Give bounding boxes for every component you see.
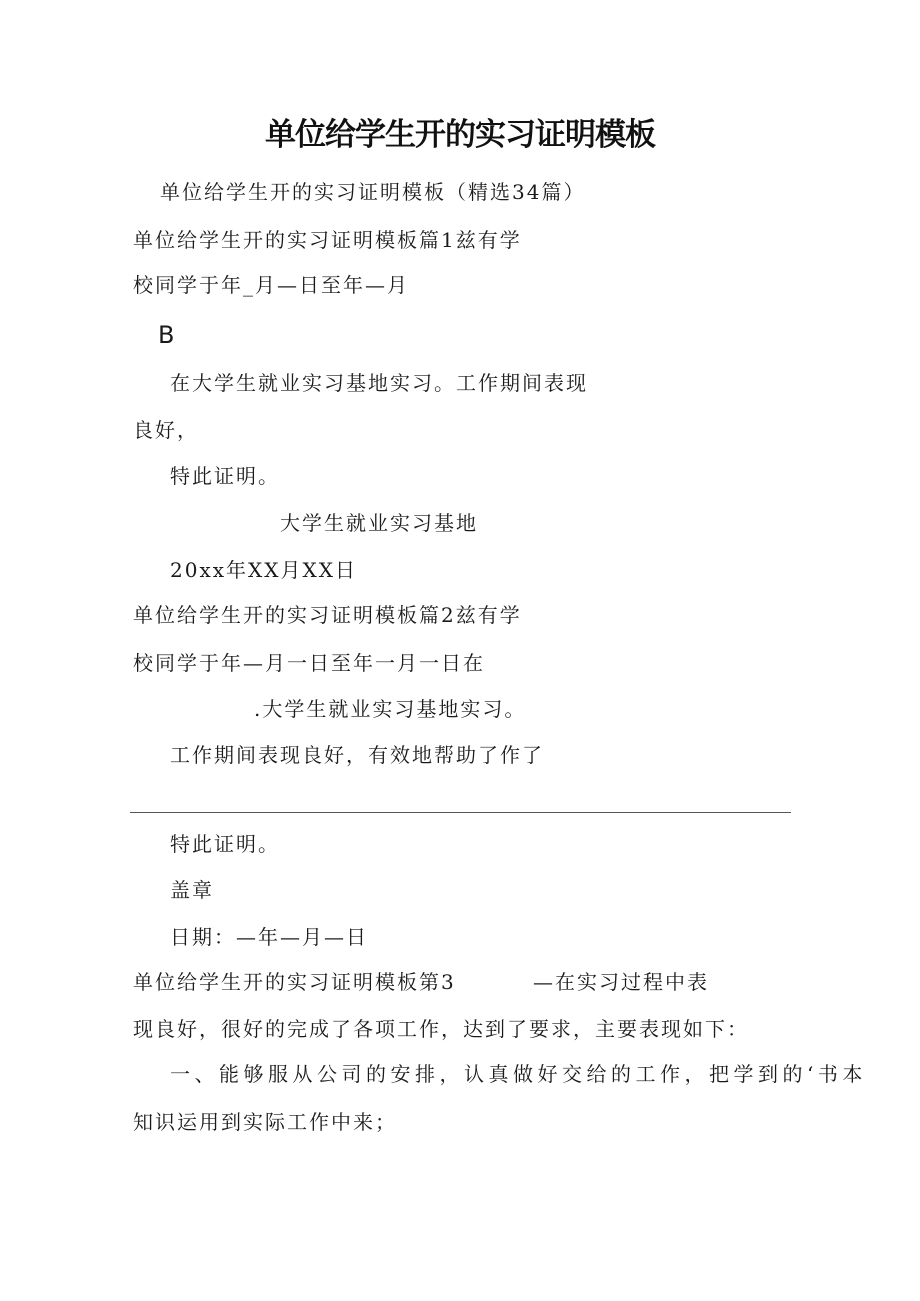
date-line: 日期：—年—月—日 (170, 925, 368, 949)
body-line: 知识运用到实际工作中来； (133, 1110, 397, 1134)
seal-label: 盖章 (170, 878, 214, 902)
document-title: 单位给学生开的实习证明模板 (265, 117, 655, 153)
body-line: 特此证明。 (170, 464, 280, 488)
body-line: 单位给学生开的实习证明模板篇2兹有学 (133, 603, 522, 627)
date-line: 20xx年XX月XX日 (170, 558, 357, 582)
body-line: 良好， (133, 418, 199, 442)
body-line: 校同学于年—月一日至年一月一日在 (133, 651, 485, 675)
body-line: 单位给学生开的实习证明模板第3 (133, 970, 456, 994)
body-line: 特此证明。 (170, 832, 280, 856)
signature-org: 大学生就业实习基地 (280, 511, 478, 535)
subtitle-line: 单位给学生开的实习证明模板（精选34篇） (160, 180, 586, 204)
body-line: 现良好，很好的完成了各项工作，达到了要求，主要表现如下： (133, 1017, 749, 1041)
body-line: 单位给学生开的实习证明模板篇1兹有学 (133, 228, 522, 252)
body-line: .大学生就业实习基地实习。 (254, 697, 527, 721)
body-line: B (158, 321, 175, 349)
body-line: 在大学生就业实习基地实习。工作期间表现 (170, 371, 588, 395)
body-line: 一、能够服从公司的安排，认真做好交给的工作，把学到的‘书本 (170, 1062, 867, 1086)
body-line: 校同学于年_月—日至年—月 (133, 273, 409, 297)
horizontal-rule (130, 812, 791, 813)
body-line: 工作期间表现良好，有效地帮助了作了 (170, 743, 544, 767)
body-line: —在实习过程中表 (533, 970, 709, 994)
